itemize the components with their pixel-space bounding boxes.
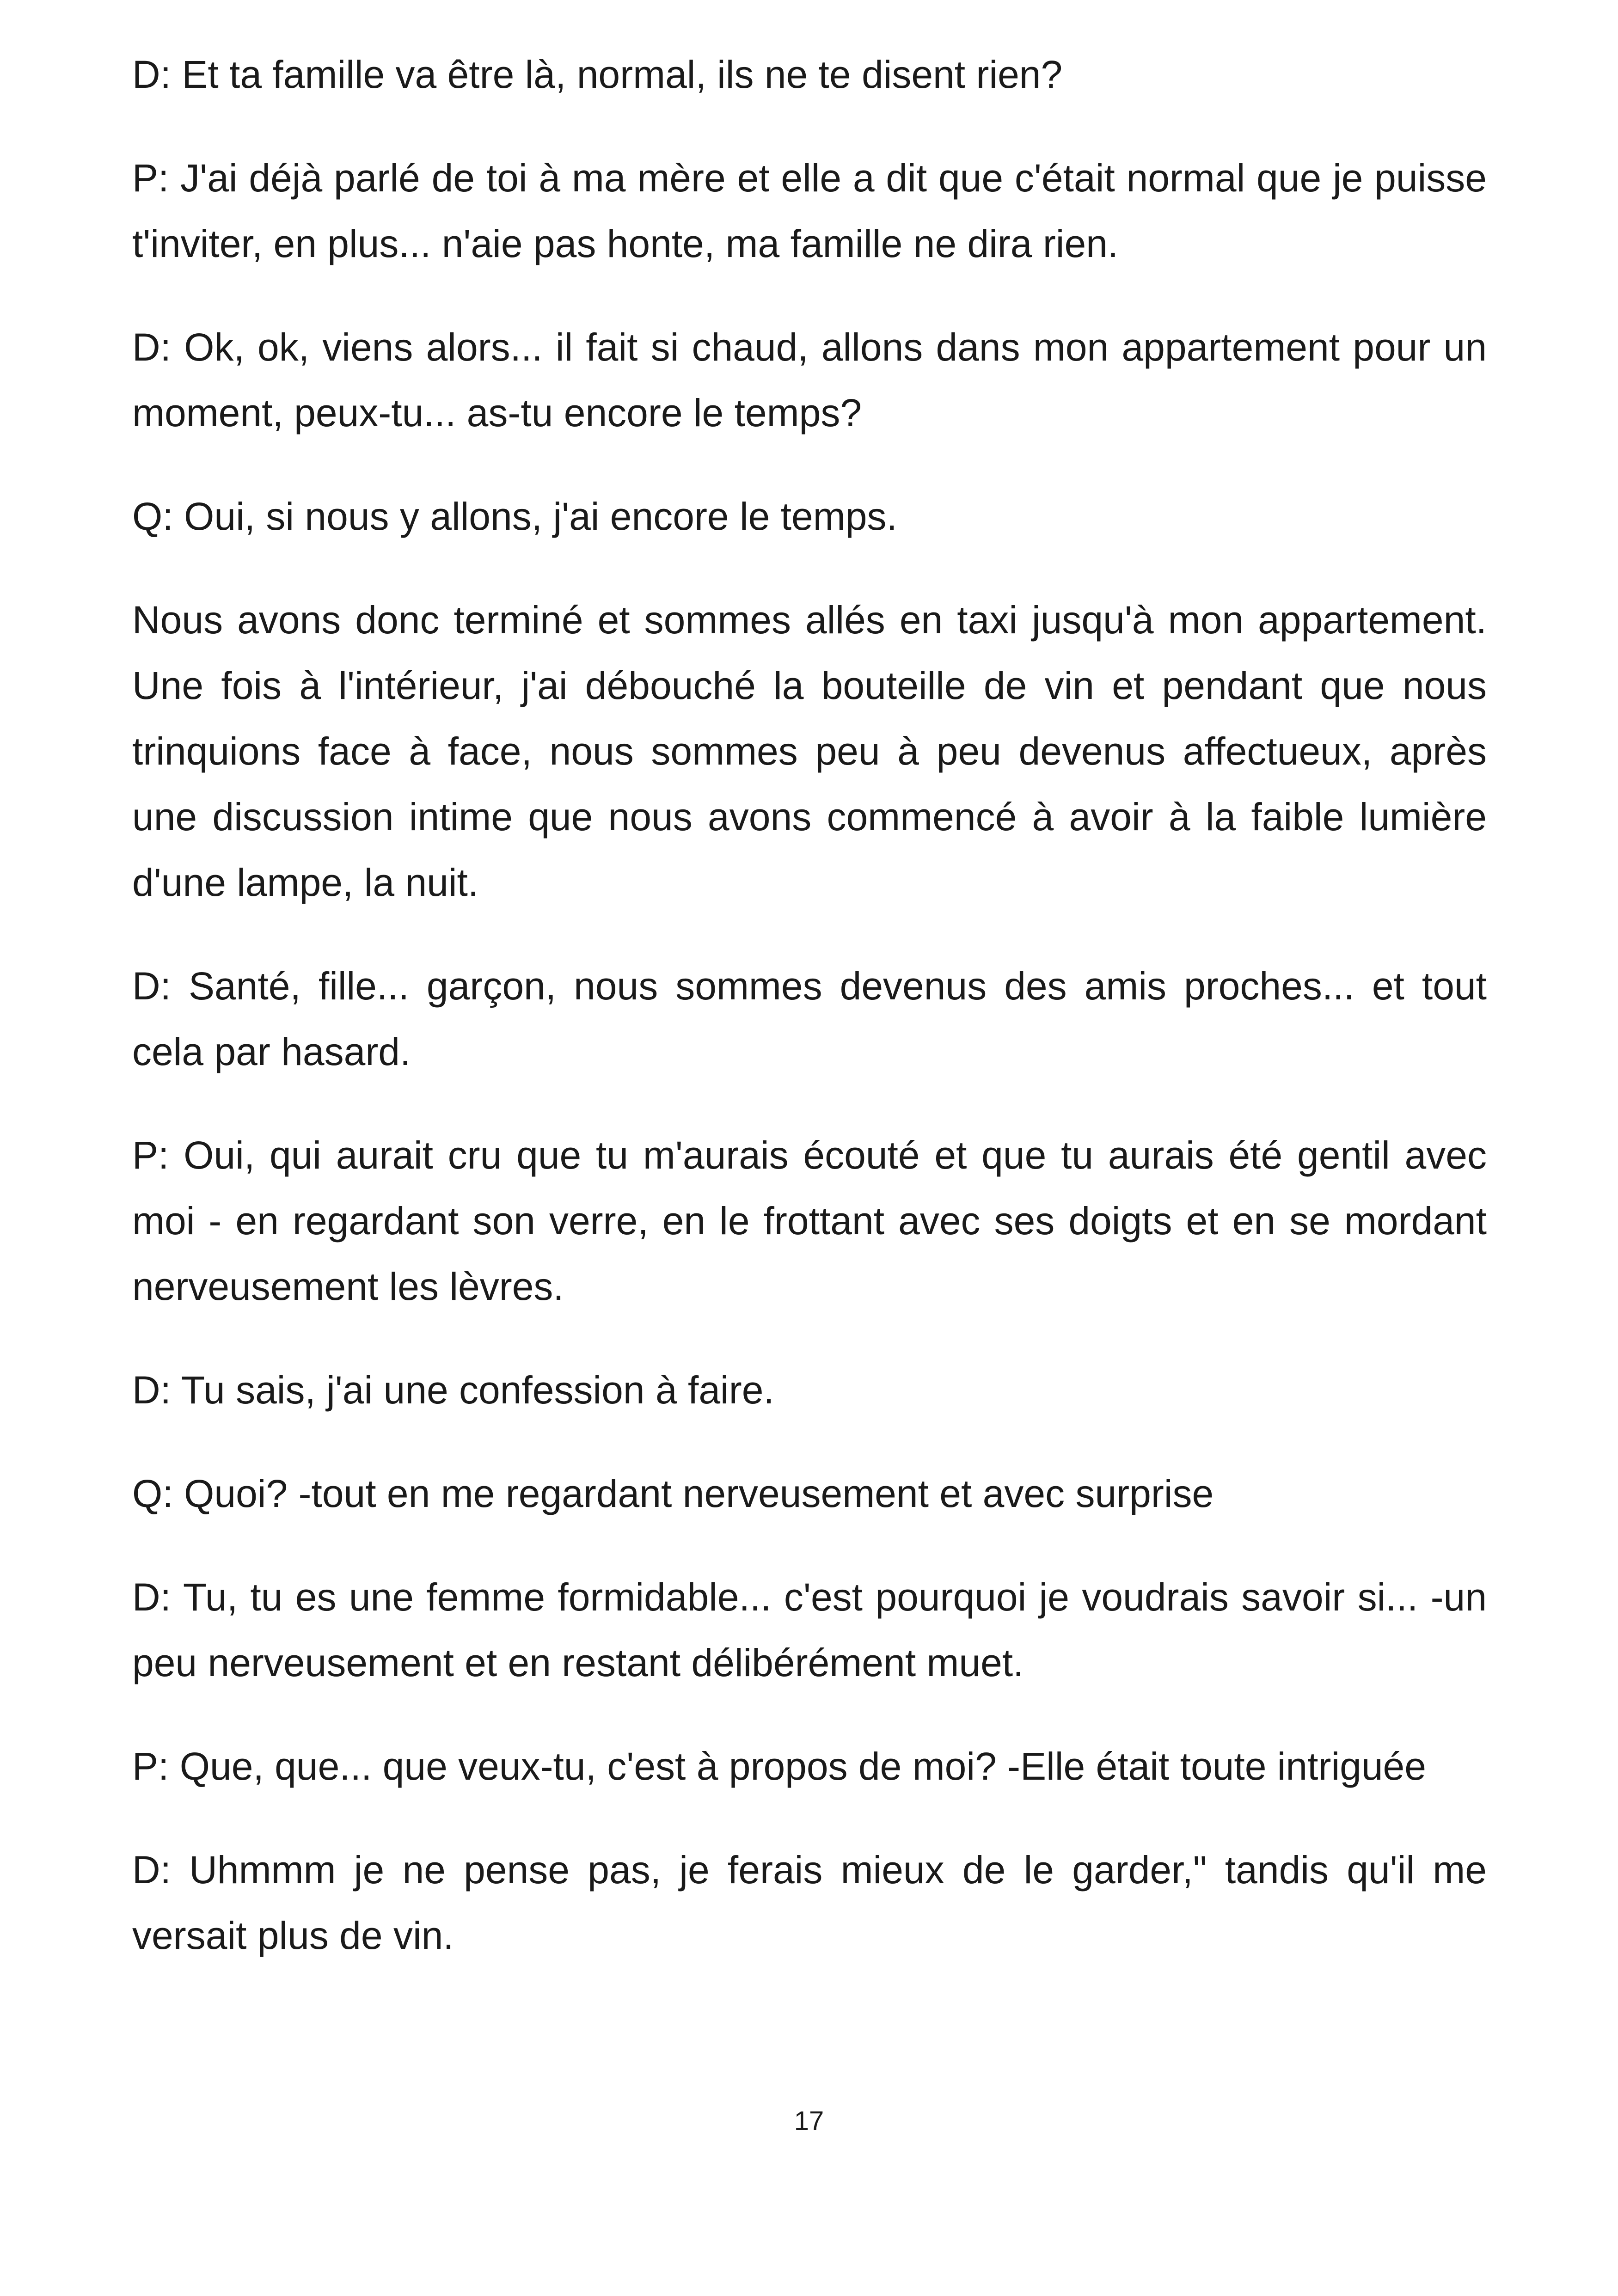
paragraph-3: D: Ok, ok, viens alors... il fait si chaud, allons dans mon appartement pour un moment, peux-tu... as-tu encore le temps?: [132, 325, 1487, 435]
page-number: 17: [794, 2106, 824, 2136]
paragraph-8: D: Tu sais, j'ai une confession à faire.: [132, 1368, 774, 1412]
paragraph-1: D: Et ta famille va être là, normal, ils ne te disent rien?: [132, 53, 1063, 96]
paragraph-10: D: Tu, tu es une femme formidable... c'est pourquoi je voudrais savoir si... -un peu nerveusement et en restant délibérément muet.: [132, 1575, 1487, 1684]
paragraph-11: P: Que, que... que veux-tu, c'est à propos de moi? -Elle était toute intriguée: [132, 1745, 1426, 1788]
paragraph-4: Q: Oui, si nous y allons, j'ai encore le temps.: [132, 495, 897, 538]
paragraph-12: D: Uhmmm je ne pense pas, je ferais mieux de le garder," tandis qu'il me versait plus de vin.: [132, 1848, 1487, 1957]
paragraph-5: Nous avons donc terminé et sommes allés en taxi jusqu'à mon appartement. Une fois à l'intérieur, j'ai débouché la bouteille de vin et pendant que nous trinquions face à face, nous sommes peu à peu devenus affectueux, après une discussion intime que nous avons commencé à avoir à la faible lumière d'une lampe, la nuit.: [132, 598, 1487, 904]
paragraph-6: D: Santé, fille... garçon, nous sommes devenus des amis proches... et tout cela par hasard.: [132, 964, 1487, 1073]
paragraph-2: P: J'ai déjà parlé de toi à ma mère et elle a dit que c'était normal que je puisse t'inviter, en plus... n'aie pas honte, ma famille ne dira rien.: [132, 156, 1487, 265]
paragraph-9: Q: Quoi? -tout en me regardant nerveusement et avec surprise: [132, 1472, 1214, 1515]
paragraph-7: P: Oui, qui aurait cru que tu m'aurais écouté et que tu aurais été gentil avec moi - en regardant son verre, en le frottant avec ses doigts et en se mordant nerveusement les lèvres.: [132, 1133, 1487, 1308]
body-text: [132, 42, 1487, 2006]
